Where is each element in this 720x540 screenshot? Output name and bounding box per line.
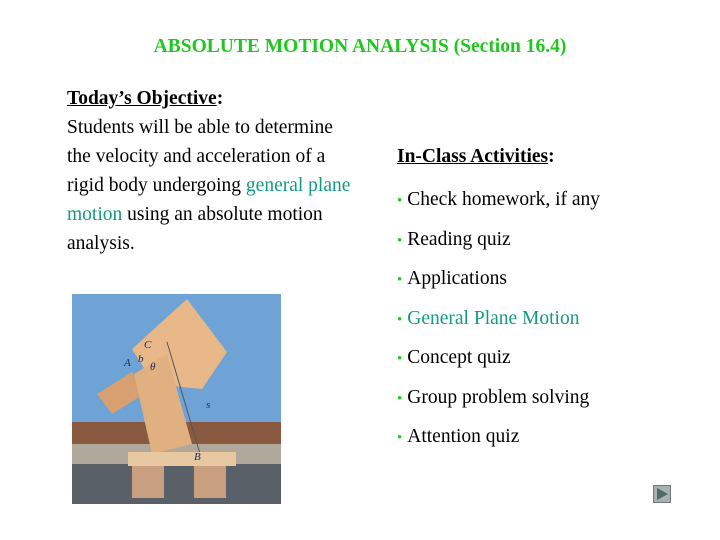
objective-text: Students will be able to determine the velocity and acceleration of a rigid body undergoing	[67, 117, 333, 196]
bullet-icon: •	[397, 430, 403, 446]
mudflap-left	[132, 466, 164, 498]
activities-heading: In-Class Activities	[397, 146, 549, 167]
activity-item	[397, 418, 600, 458]
activities-colon: :	[548, 146, 555, 167]
bullet-icon: •	[397, 390, 403, 407]
dump-truck-photo	[72, 294, 281, 504]
next-slide-button[interactable]	[653, 485, 671, 503]
photo-label-bb: B	[194, 451, 201, 463]
activity-label: Group problem solving	[407, 386, 590, 408]
activities-block	[397, 143, 600, 458]
objective-text-end: using an absolute motion analysis.	[67, 204, 323, 254]
activity-label: Attention quiz	[407, 426, 520, 447]
activity-label: Applications	[407, 268, 507, 289]
bullet-icon: •	[397, 311, 403, 328]
activity-item	[397, 221, 600, 261]
ground	[72, 464, 281, 504]
activity-item	[397, 339, 600, 379]
objective-colon: :	[216, 88, 224, 109]
objective-highlight: general plane motion	[67, 175, 351, 225]
photo-label-theta: θ	[150, 361, 156, 373]
activity-label: Concept quiz	[407, 347, 511, 368]
activity-item	[397, 260, 600, 300]
photo-label-s: s	[206, 399, 211, 411]
bullet-icon: •	[397, 193, 403, 209]
activity-label: Reading quiz	[407, 228, 511, 250]
objective-heading: Today’s Objective	[67, 88, 217, 109]
bullet-icon: •	[397, 272, 403, 288]
objective-block	[67, 84, 357, 258]
photo-label-c: C	[144, 339, 152, 351]
activity-label: Check homework, if any	[407, 189, 601, 210]
activity-item	[397, 379, 600, 419]
mudflap-right	[194, 466, 226, 498]
truck-rear	[128, 452, 236, 466]
activity-label: General Plane Motion	[407, 307, 580, 329]
bullet-icon: •	[397, 351, 403, 367]
slide-title: ABSOLUTE MOTION ANALYSIS (Section 16.4)	[153, 36, 567, 57]
bullet-icon: •	[397, 232, 403, 249]
play-arrow-icon	[654, 486, 670, 502]
activity-item	[397, 181, 600, 221]
photo-label-a: A	[124, 357, 131, 369]
activity-item	[397, 300, 600, 340]
photo-label-b: b	[138, 353, 144, 365]
